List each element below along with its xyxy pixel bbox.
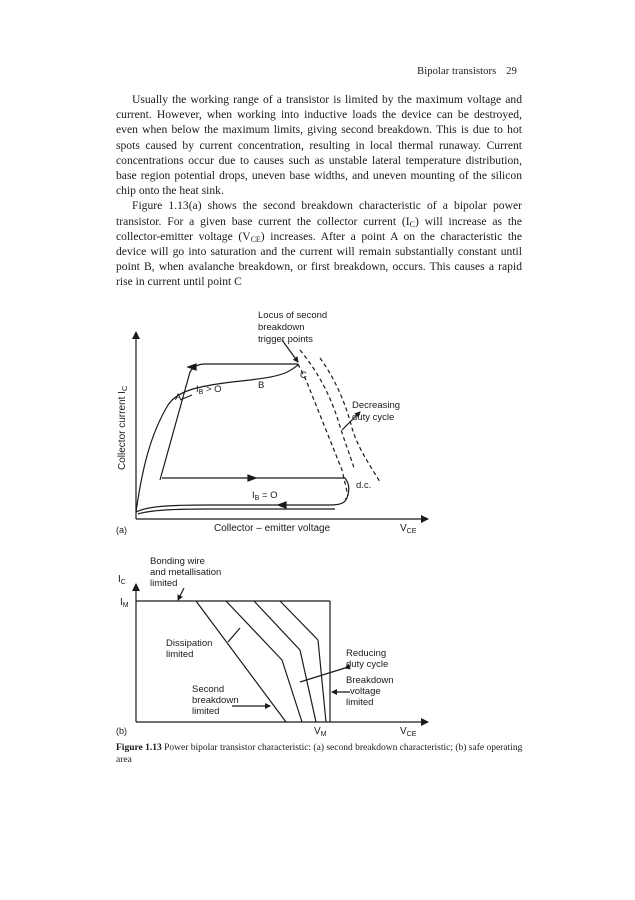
bonding-label-3: limited [150, 578, 178, 589]
para2-sub-ce: CE [250, 234, 261, 244]
bonding-pointer [178, 588, 184, 600]
second-breakdown-label-1: Second [192, 684, 225, 695]
para2-sub-c: C [409, 219, 415, 229]
x-axis-label: Collector – emitter voltage [214, 523, 331, 534]
ic-axis-label: $I_C$ [118, 574, 126, 586]
running-title: Bipolar transistors [417, 66, 497, 77]
y-axis-label: Collector current $I_C$ [117, 385, 129, 470]
dissipation-label-1: Dissipation [166, 638, 213, 649]
point-b: B [258, 380, 265, 391]
curve-arrow-left [188, 364, 196, 370]
locus-label-3: trigger points [258, 334, 313, 345]
breakdown-voltage-label-3: limited [346, 697, 374, 708]
duty-line-3b [318, 640, 326, 722]
dissipation-label-2: limited [166, 649, 194, 660]
fig-a-bottom-path [138, 509, 335, 514]
figure-b-labels [116, 556, 417, 738]
panel-a-label: (a) [116, 525, 127, 535]
duty-line-1b [282, 660, 302, 722]
dc-label: d.c. [356, 480, 372, 491]
duty-line-1 [226, 601, 282, 660]
figure-caption [116, 742, 536, 766]
breakdown-voltage-label-1: Breakdown [346, 675, 394, 686]
bonding-label-1: Bonding wire [150, 556, 205, 567]
point-a: A [175, 392, 182, 403]
page-number: 29 [506, 66, 517, 77]
vce-axis-label: $V_{CE}$ [400, 726, 417, 738]
point-c: C [300, 370, 307, 381]
ib-positive-pointer [180, 395, 192, 400]
para2-part-a: Figure 1.13(a) shows the second breakdown characteristic of a bipolar power transistor. For a given base current the collector current (I [116, 199, 522, 228]
reducing-duty-label-1: Reducing [346, 648, 387, 659]
second-breakdown-label-3: limited [192, 706, 220, 717]
locus-label-1: Locus of second [258, 310, 328, 321]
figure-a-labels [116, 310, 417, 535]
ib-zero-label: $I_B = O$ [252, 490, 278, 502]
breakdown-voltage-label-2: voltage [350, 686, 381, 697]
decreasing-duty-2: duty cycle [352, 412, 395, 423]
curve-arrow-right [248, 475, 256, 481]
caption-text: Power bipolar transistor characteristic: (a) second breakdown characteristic; (b) safe operating area [116, 743, 523, 765]
panel-b-label: (b) [116, 726, 127, 736]
duty-line-2b [300, 650, 316, 722]
second-breakdown-label-2: breakdown [192, 695, 239, 706]
bonding-label-2: and metallisation [150, 567, 222, 578]
reducing-duty-pointer [300, 668, 345, 682]
decreasing-duty-1: Decreasing [352, 400, 401, 411]
paragraph-1: Usually the working range of a transistor is limited by the maximum voltage and current. However, when working into inductive loads the device can be destroyed, even when below the maximum limits, giving second breakdown. This is due to hot spots caused by current concentration, resulting in local thermal runaway. Current concentrations occur due to causes such as unstable lateral temperature distribution, base region potential drops, uneven base widths, and uneven mounting of the silicon chip onto the heat sink. [116, 93, 522, 198]
curve-arrow-bottom [278, 502, 286, 508]
caption-figure-label: Figure 1.13 [116, 743, 162, 753]
reducing-duty-label-2: duty cycle [346, 659, 389, 670]
x-axis-symbol: $V_{CE}$ [400, 523, 417, 535]
locus-second-breakdown [298, 364, 348, 496]
figure-a [136, 332, 428, 519]
vm-axis-label: $V_M$ [314, 726, 327, 738]
dissipation-pointer [228, 628, 240, 642]
fig-a-loop-top [160, 364, 298, 480]
locus-label-2: breakdown [258, 322, 305, 333]
ib-positive-label: $I_B > O$ [196, 384, 222, 396]
im-axis-label: $I_M$ [120, 597, 129, 609]
duty-line-2 [254, 601, 300, 650]
para2-part-b: ) will increase as the collector-emitter voltage (V [116, 214, 522, 243]
para2-part-c: ) increases. After a point A on the characteristic the device will go into saturation and the current will remain substantially constant until point B, when avalanche breakdown, or first breakdown, occurs. This causes a rapid rise in current until point C [116, 229, 522, 289]
